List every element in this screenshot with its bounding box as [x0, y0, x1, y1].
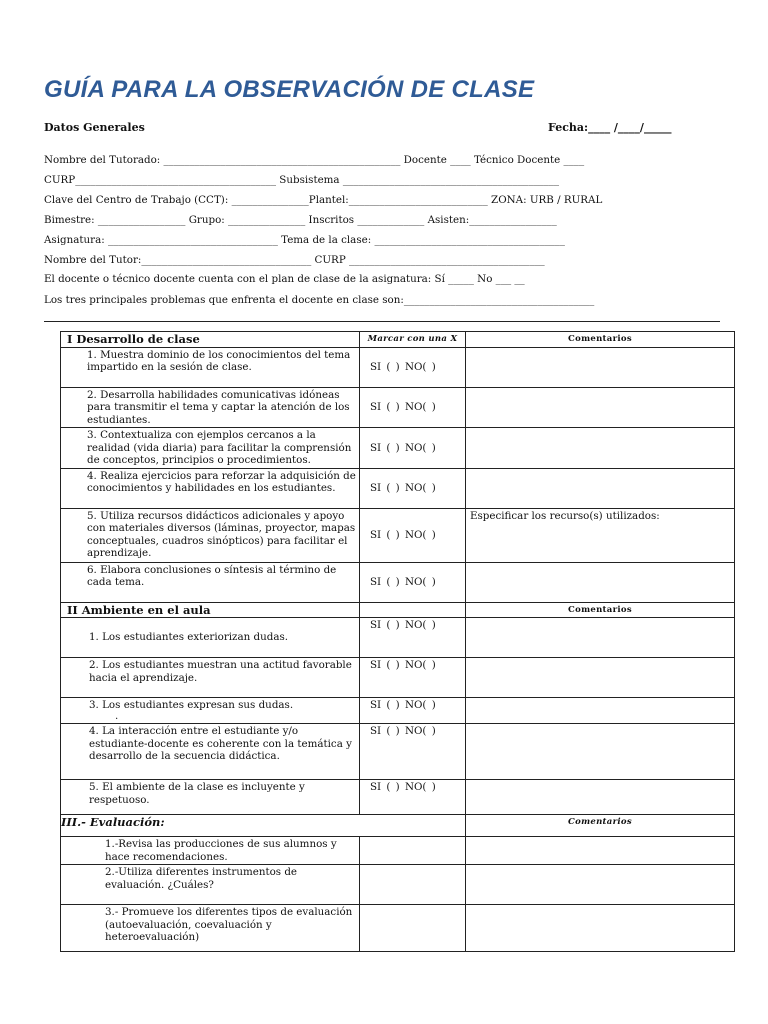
si-no-mark[interactable]: SI ( ) NO( ): [360, 724, 466, 780]
datos-generales-label: Datos Generales: [44, 121, 145, 134]
criterion-cell: [61, 698, 360, 724]
bimestre-grupo-line[interactable]: Bimestre: _________________ Grupo: _______________ Inscritos _____________ Asisten:_________________: [44, 214, 557, 226]
table-row: [61, 905, 735, 952]
nombre-tutorado-line[interactable]: Nombre del Tutorado: ______________________________________________ Docente ____ Técnico Docente ____: [44, 154, 585, 166]
page-title: GUÍA PARA LA OBSERVACIÓN DE CLASE: [44, 76, 535, 103]
clave-cct-line[interactable]: Clave del Centro de Trabajo (CCT): _______________Plantel:___________________________ ZONA: URB / RURAL: [44, 194, 603, 206]
empty-cell: [360, 602, 466, 618]
comment-cell[interactable]: [466, 780, 735, 815]
section2-header-row: [61, 602, 735, 618]
fecha-field[interactable]: Fecha:____ /____/_____: [548, 121, 672, 134]
comment-cell[interactable]: [466, 865, 735, 905]
si-no-mark[interactable]: SI ( ) NO( ): [360, 618, 466, 658]
table-row: [61, 468, 735, 508]
table-row: [61, 347, 735, 387]
si-no-mark[interactable]: SI ( ) NO( ): [360, 562, 466, 602]
table-row: [61, 837, 735, 865]
criterion-text: 4. La interacción entre el estudiante y/o estudiante-docente es coherente con la temática y desarrollo de la secuencia didáctica.: [61, 724, 360, 780]
table-row: [61, 428, 735, 469]
comment-cell[interactable]: [466, 387, 735, 428]
comment-cell[interactable]: [466, 837, 735, 865]
comment-cell[interactable]: [466, 658, 735, 698]
mark-cell[interactable]: [360, 837, 466, 865]
mark-header: Marcar con una X: [360, 332, 466, 348]
comment-cell[interactable]: [466, 428, 735, 469]
plan-clase-line[interactable]: El docente o técnico docente cuenta con el plan de clase de la asignatura: Sí _____ No ___ __: [44, 273, 525, 285]
si-no-mark[interactable]: SI ( ) NO( ): [360, 428, 466, 469]
si-no-mark[interactable]: SI ( ) NO( ): [360, 347, 466, 387]
criterion-text: 3.- Promueve los diferentes tipos de evaluación (autoevaluación, coevaluación y heteroevaluación): [61, 905, 360, 952]
comment-cell[interactable]: [466, 347, 735, 387]
criterion-text: 3. Contextualiza con ejemplos cercanos a la realidad (vida diaria) para facilitar la comprensión de conceptos, principios o procedimientos.: [61, 428, 360, 469]
comment-cell[interactable]: [466, 905, 735, 952]
nombre-tutor-line[interactable]: Nombre del Tutor:_________________________________ CURP ______________________________________: [44, 254, 545, 266]
comments-header: Comentarios: [466, 815, 735, 837]
criterion-text: 1.-Revisa las producciones de sus alumnos y hace recomendaciones.: [61, 837, 360, 865]
comment-cell[interactable]: [466, 698, 735, 724]
comment-cell[interactable]: [466, 618, 735, 658]
table-row: [61, 698, 735, 724]
si-no-mark[interactable]: SI ( ) NO( ): [360, 698, 466, 724]
comments-header: Comentarios: [466, 602, 735, 618]
criterion-text: 1. Los estudiantes exteriorizan dudas.: [61, 618, 360, 658]
asignatura-tema-line[interactable]: Asignatura: _________________________________ Tema de la clase: _____________________________________: [44, 234, 565, 246]
criterion-dot: .: [115, 709, 119, 722]
section1-heading: I Desarrollo de clase: [61, 332, 360, 348]
section3-header-row: [61, 815, 735, 837]
table-row: [61, 618, 735, 658]
comment-cell[interactable]: Especificar los recurso(s) utilizados:: [466, 508, 735, 562]
si-no-mark[interactable]: SI ( ) NO( ): [360, 780, 466, 815]
criterion-text: 2. Desarrolla habilidades comunicativas idóneas para transmitir el tema y captar la atención de los estudiantes.: [61, 387, 360, 428]
si-no-mark[interactable]: SI ( ) NO( ): [360, 468, 466, 508]
criterion-text: 1. Muestra dominio de los conocimientos del tema impartido en la sesión de clase.: [61, 347, 360, 387]
si-no-mark[interactable]: SI ( ) NO( ): [360, 387, 466, 428]
table-row: [61, 508, 735, 562]
comment-cell[interactable]: [466, 468, 735, 508]
criterion-text: 6. Elabora conclusiones o síntesis al término de cada tema.: [61, 562, 360, 602]
comments-header: Comentarios: [466, 332, 735, 348]
table-row: [61, 658, 735, 698]
curp-subsistema-line[interactable]: CURP_______________________________________ Subsistema __________________________________________: [44, 174, 560, 186]
criterion-text: 2. Los estudiantes muestran una actitud favorable hacia el aprendizaje.: [61, 658, 360, 698]
comment-cell[interactable]: [466, 724, 735, 780]
si-no-mark[interactable]: SI ( ) NO( ): [360, 508, 466, 562]
table-row: [61, 724, 735, 780]
table-row: [61, 562, 735, 602]
section2-heading: II Ambiente en el aula: [61, 602, 360, 618]
criterion-text: 4. Realiza ejercicios para reforzar la adquisición de conocimientos y habilidades en los estudiantes.: [61, 468, 360, 508]
observation-table: [60, 331, 735, 952]
mark-cell[interactable]: [360, 865, 466, 905]
table-row: [61, 865, 735, 905]
si-no-mark[interactable]: SI ( ) NO( ): [360, 658, 466, 698]
section3-heading: III.- Evaluación:: [61, 815, 466, 837]
mark-cell[interactable]: [360, 905, 466, 952]
criterion-text: 5. Utiliza recursos didácticos adicionales y apoyo con materiales diversos (láminas, proyector, mapas conceptuales, cuadros sinópticos) para facilitar el aprendizaje.: [61, 508, 360, 562]
comment-cell[interactable]: [466, 562, 735, 602]
criterion-text: 5. El ambiente de la clase es incluyente y respetuoso.: [61, 780, 360, 815]
divider-line: [44, 321, 720, 322]
criterion-text: 2.-Utiliza diferentes instrumentos de evaluación. ¿Cuáles?: [61, 865, 360, 905]
table-row: [61, 387, 735, 428]
criterion-text: 3. Los estudiantes expresan sus dudas.: [89, 699, 294, 711]
section1-header-row: [61, 332, 735, 348]
table-row: [61, 780, 735, 815]
problemas-line[interactable]: Los tres principales problemas que enfrenta el docente en clase son:_____________________________________: [44, 294, 595, 306]
